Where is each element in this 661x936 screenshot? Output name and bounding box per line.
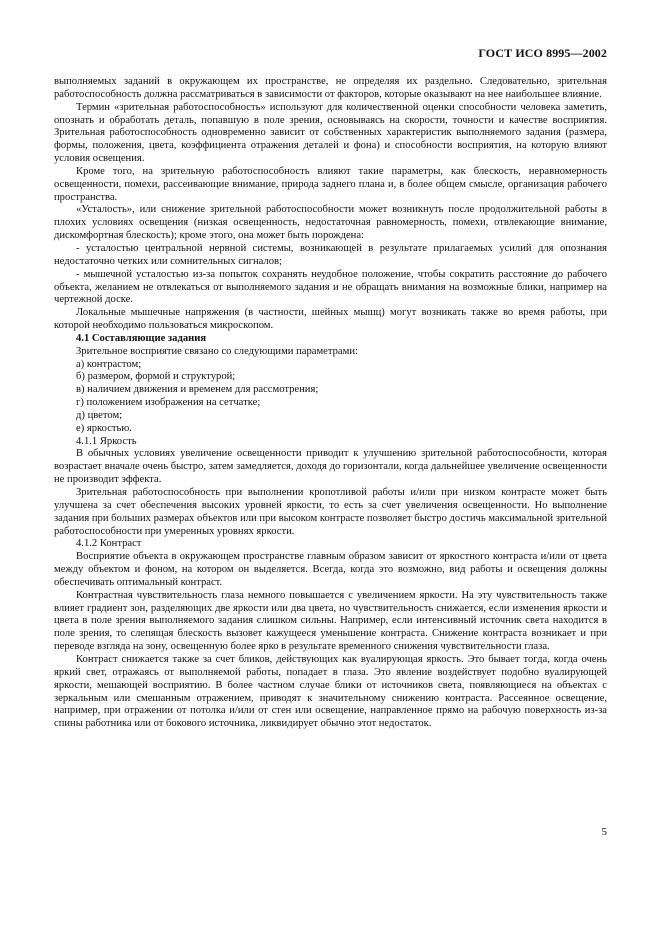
list-item: б) размером, формой и структурой; <box>76 371 236 383</box>
list-item: г) положением изображения на сетчатке; <box>76 397 261 409</box>
list-item: - мышечной усталостью из-за попыток сохранять неудобное положение, чтобы сократить расстояние до рабочего объекта, желанием не отвлекаться от выполняемого задания и не обращать внимания на возможные блики, например на чертежной доске. <box>54 268 607 306</box>
paragraph: Контрастная чувствительность глаза немного повышается с увеличением яркости. На эту чувствительность также влияет градиент зон, разделяющих две яркости или два цвета, но чувствительность снижается, если изменения яркости и цвета в поле зрения выполняемого задания слишком сильны. Например, если интенсивный источник света находится в поле зрения, то слепящая блескость вызовет кажущееся уменьшение контраста. Снижение контраста возникает и при переводе взгляда на зону, освещенную более ярко в результате временного снижения чувствительности глаза. <box>54 589 607 653</box>
paragraph: Зрительное восприятие связано со следующими параметрами: <box>76 345 358 357</box>
paragraph: Зрительная работоспособность при выполнении кропотливой работы и/или при низком контрасте может быть улучшена за счет обеспечения высоких уровней яркости, то есть за счет увеличения освещенности. Но выполнение задания при больших размерах объектов или при высоком контрасте позволяет быстро достичь максимальной зрительной работоспособности при умеренных уровнях яркости. <box>54 487 607 537</box>
page-number: 5 <box>601 826 607 838</box>
paragraph: Термин «зрительная работоспособность» используют для количественной оценки способности человека заметить, опознать и обработать деталь, попавшую в поле зрения, основываясь на скорости, точности и качестве восприятия. Зрительная работоспособность одновременно зависит от собственных характеристик выполняемого задания (размера, формы, положения, цвета, коэффициента отражения деталей и фона) и способности восприятия, на которую влияют условия освещения. <box>54 101 607 165</box>
subsection-heading: 4.1.1 Яркость <box>76 435 137 447</box>
list-item: в) наличием движения и временем для рассмотрения; <box>76 384 319 396</box>
paragraph: выполняемых заданий в окружающем их пространстве, не определяя их раздельно. Следовательно, зрительная работоспособность должна рассматриваться в зависимости от факторов, которые оказывают на нее наибольшее влияние. <box>54 76 607 100</box>
list-item: - усталостью центральной нервной системы, возникающей в результате прилагаемых усилий для опознания недостаточно четких или сомнительных сигналов; <box>54 242 607 267</box>
paragraph: «Усталость», или снижение зрительной работоспособности может возникнуть после продолжительной работы в плохих условиях освещения (низкая освещенность, недостаточная равномерность, помехи, отвлекающие внимание, дискомфортная блескость); кроме этого, она может быть порождена: <box>54 204 607 242</box>
list-item: а) контрастом; <box>76 358 142 370</box>
section-heading: 4.1 Составляющие задания <box>76 332 207 344</box>
paragraph: Восприятие объекта в окружающем пространстве главным образом зависит от яркостного контраста и/или от цвета между объектом и фоном, на котором он выделяется. Всегда, когда это возможно, вид работы и освещения должны обеспечивать оптимальный контраст. <box>54 551 607 588</box>
paragraph: Локальные мышечные напряжения (в частности, шейных мышц) могут возникать также во время работы, при которой необходимо пользоваться микроскопом. <box>54 307 607 332</box>
subsection-heading: 4.1.2 Контраст <box>76 538 142 550</box>
list-item: е) яркостью. <box>76 422 132 434</box>
paragraph: Контраст снижается также за счет бликов, действующих как вуалирующая яркость. Это бывает тогда, когда очень яркий свет, отражаясь от выполняемой работы, попадает в глаза. Это явление воздействует подобно вуалирующей яркости, мешающей восприятию. В более частном случае блики от источников света, появляющиеся на объектах с зеркальным или смешанным отражением, приводят к значительному снижению контраста. Рассеянное освещение, например, при отражении от потолка и/или от стен или освещение, направленное прямо на рабочую поверхность из-за спины работника или от бокового источника, ликвидирует обычно этот недостаток. <box>54 653 607 730</box>
document-body <box>54 76 607 731</box>
paragraph: Кроме того, на зрительную работоспособность влияют такие параметры, как блескость, неравномерность освещенности, помехи, рассеивающие внимание, природа заднего плана и, в более общем смысле, организация рабочего пространства. <box>54 165 607 203</box>
list-item: д) цветом; <box>76 409 123 421</box>
document-header: ГОСТ ИСО 8995—2002 <box>478 46 607 60</box>
paragraph: В обычных условиях увеличение освещенности приводит к улучшению зрительной работоспособности, которая возрастает вначале очень быстро, затем замедляется, доходя до горизонтали, когда дальнейшее увеличение освещенности не производит эффекта. <box>54 448 607 486</box>
